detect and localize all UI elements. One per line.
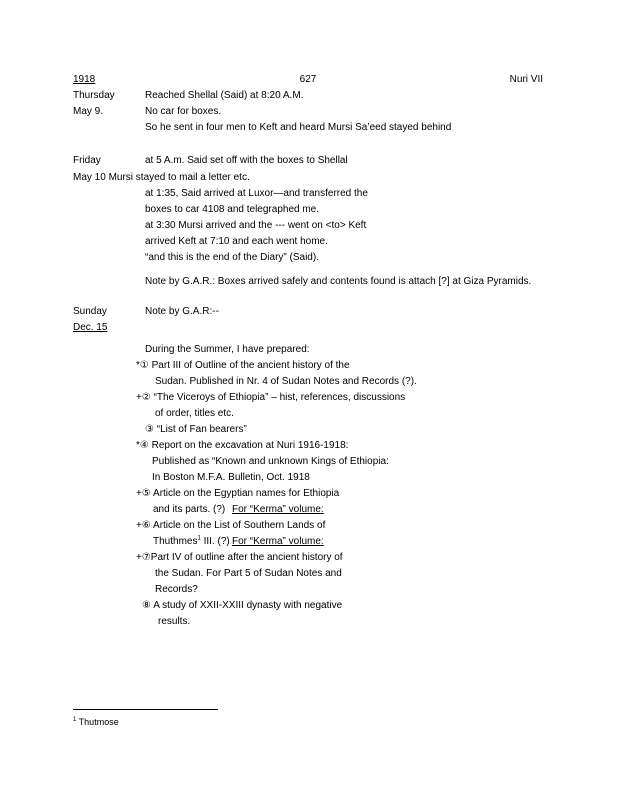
- list-item: +⑥ Article on the List of Southern Lands of: [136, 520, 326, 531]
- entry-line: arrived Keft at 7:10 and each went home.: [145, 236, 328, 247]
- list-item: the Sudan. For Part 5 of Sudan Notes and: [155, 568, 342, 579]
- footnote-ref: 1: [197, 535, 201, 542]
- entry-day-friday: Friday: [73, 155, 101, 166]
- list-item: +② “The Viceroys of Ethiopia” – hist, references, discussions: [136, 392, 406, 403]
- list-item: *① Part III of Outline of the ancient history of the: [136, 360, 350, 371]
- entry-line: at 1:35, Said arrived at Luxor—and transferred the: [145, 188, 368, 199]
- entry-line: So he sent in four men to Keft and heard Mursi Sa’eed stayed behind: [145, 122, 452, 133]
- kerma-note: For “Kerma” volume:: [232, 536, 324, 547]
- page-header: [73, 72, 543, 88]
- entry-line: No car for boxes.: [145, 106, 222, 117]
- list-item: +⑦Part IV of outline after the ancient history of: [136, 552, 343, 563]
- list-item: ⑧ A study of XXII-XXIII dynasty with negative: [142, 600, 343, 611]
- page-number: 627: [299, 74, 317, 85]
- list-item: of order, titles etc.: [155, 408, 234, 419]
- list-item: [153, 534, 230, 551]
- entry-line: boxes to car 4108 and telegraphed me.: [145, 204, 320, 215]
- pharaoh-name: Thuthmes: [153, 536, 198, 547]
- entry-date-sunday: Dec. 15: [73, 322, 108, 333]
- summer-intro: During the Summer, I have prepared:: [145, 344, 310, 355]
- footnote-divider: [73, 709, 218, 710]
- list-item: ③ “List of Fan bearers”: [145, 424, 247, 435]
- entry-date-friday: May 10 Mursi stayed to mail a letter etc.: [73, 172, 250, 183]
- kerma-note: For “Kerma” volume:: [232, 504, 324, 515]
- footnote-text: Thutmose: [76, 717, 119, 727]
- list-item: Published as “Known and unknown Kings of Ethiopia:: [152, 456, 389, 467]
- list-item: and its parts. (?): [153, 504, 226, 515]
- entry-line: Reached Shellal (Said) at 8:20 A.M.: [145, 90, 304, 101]
- header-year: 1918: [73, 74, 96, 85]
- list-item: results.: [158, 616, 191, 627]
- list-item-rest: III. (?): [200, 536, 230, 547]
- entry-line: at 3:30 Mursi arrived and the --- went on <to> Keft: [145, 220, 367, 231]
- gar-note: Note by G.A.R.: Boxes arrived safely and contents found is attach [?] at Giza Pyramids.: [145, 276, 532, 287]
- list-item: In Boston M.F.A. Bulletin, Oct. 1918: [152, 472, 310, 483]
- diary-label: Nuri VII: [509, 74, 543, 85]
- entry-day-thursday: Thursday: [73, 90, 115, 101]
- list-item: +⑤ Article on the Egyptian names for Ethiopia: [136, 488, 340, 499]
- entry-line: “and this is the end of the Diary” (Said).: [145, 252, 319, 263]
- entry-date-thursday: May 9.: [73, 106, 104, 117]
- gar-note-label: Note by G.A.R:--: [145, 306, 219, 317]
- list-item: Sudan. Published in Nr. 4 of Sudan Notes and Records (?).: [155, 376, 417, 387]
- entry-line: at 5 A.m. Said set off with the boxes to Shellal: [145, 155, 348, 166]
- list-item: Records?: [155, 584, 198, 595]
- entry-day-sunday: Sunday: [73, 306, 107, 317]
- footnote: [73, 714, 119, 731]
- footnote-marker: 1: [73, 717, 77, 723]
- list-item: *④ Report on the excavation at Nuri 1916-1918:: [136, 440, 349, 451]
